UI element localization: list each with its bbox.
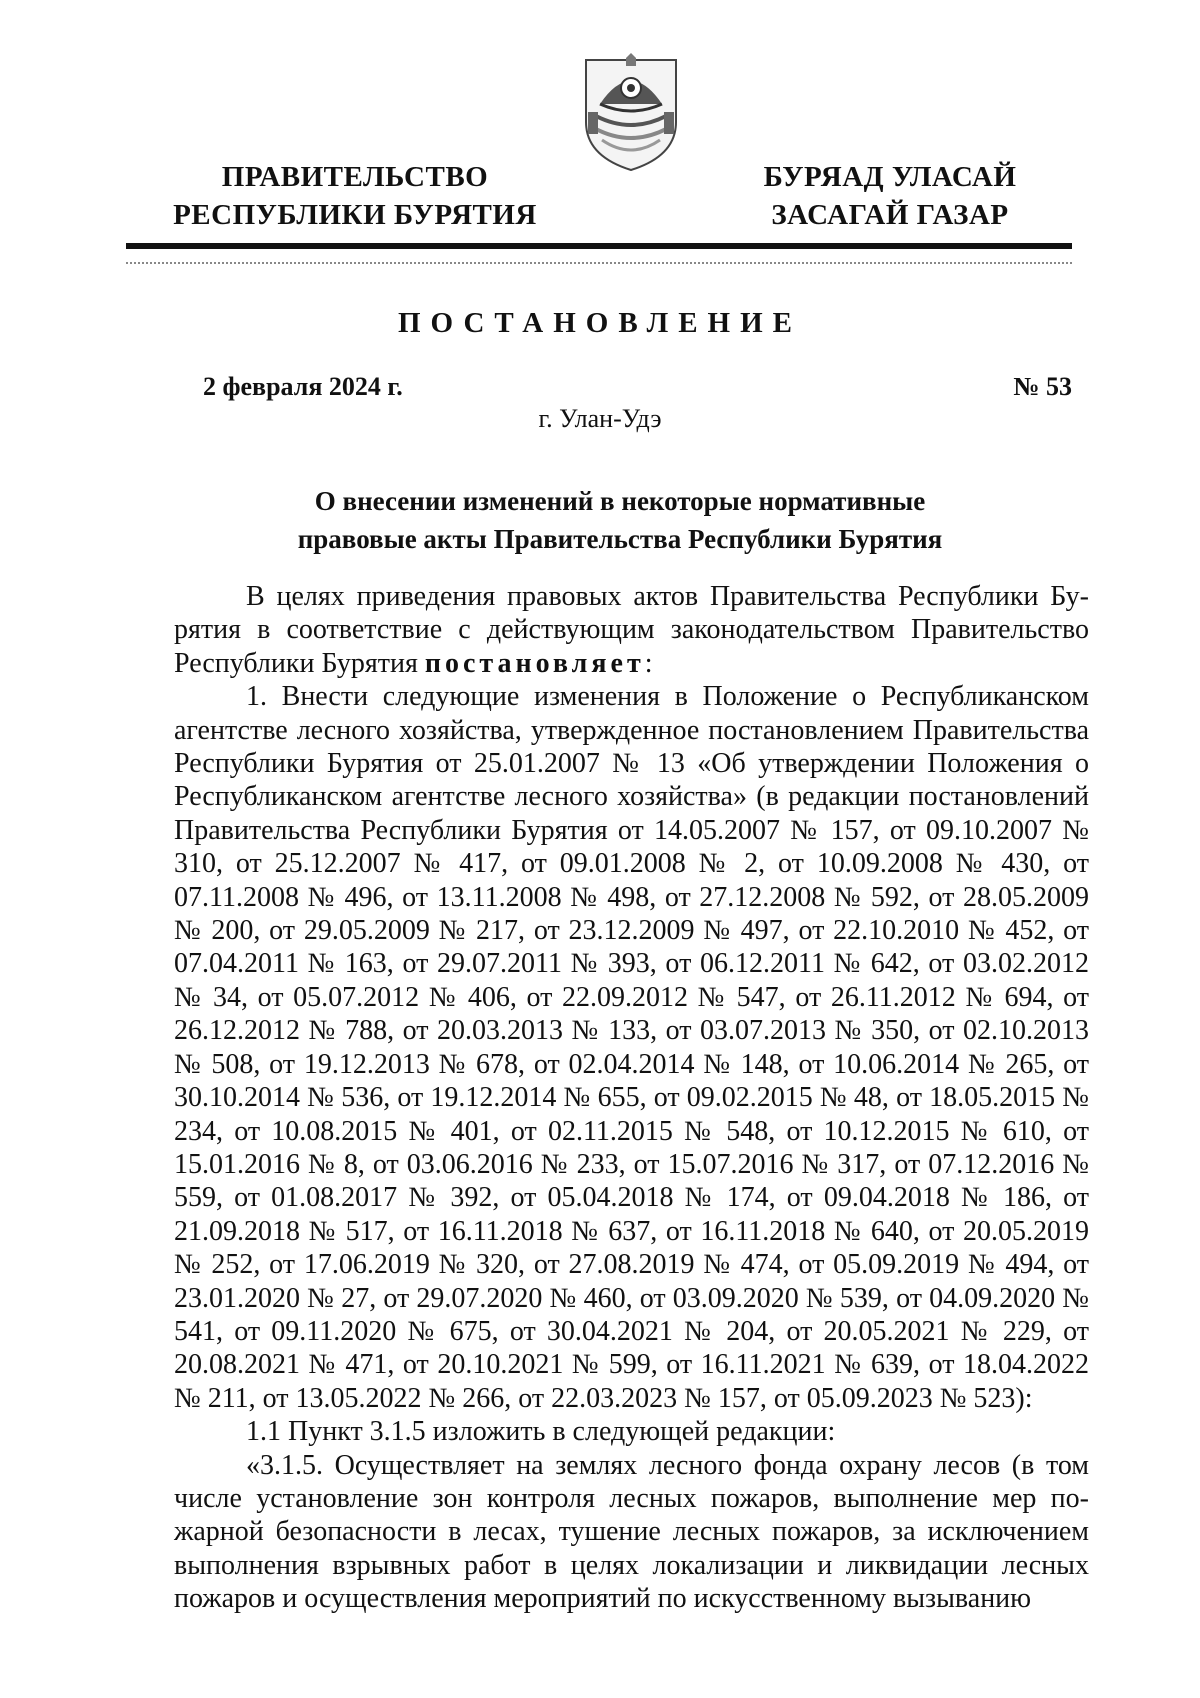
preamble-text: В целях приведения правовых актов Правительства Республики Бурятия в соответствие с действующим законодательством Правительство Республики Бурятия: [174, 581, 1089, 679]
preamble-end: :: [644, 647, 653, 679]
org-name-russian-line2: РЕСПУБЛИКИ БУРЯТИЯ: [173, 199, 537, 231]
document-title-line1: О внесении изменений в некоторые нормативные: [314, 486, 926, 516]
paragraph-preamble: [174, 580, 1089, 680]
document-body: [174, 580, 1089, 1616]
document-title: [200, 482, 1040, 558]
paragraph-item-1: 1. Внести следующие изменения в Положение о Республиканском агентстве лесного хозяйства, утвержденное постановлением Правительства Республики Бурятия от 25.01.2007 № 13 «Об утверждении Положения о Республиканском агентстве лесного хозяйства» (в редакции постановлений Правительства Республики Бурятия от 14.05.2007 № 157, от 09.10.2007 № 310, от 25.12.2007 № 417, от 09.01.2008 № 2, от 10.09.2008 № 430, от 07.11.2008 № 496, от 13.11.2008 № 498, от 27.12.2008 № 592, от 28.05.2009 № 200, от 29.05.2009 № 217, от 23.12.2009 № 497, от 22.10.2010 № 452, от 07.04.2011 № 163, от 29.07.2011 № 393, от 06.12.2011 № 642, от 03.02.2012 № 34, от 05.07.2012 № 406, от 22.09.2012 № 547, от 26.11.2012 № 694, от 26.12.2012 № 788, от 20.03.2013 № 133, от 03.07.2013 № 350, от 02.10.2013 № 508, от 19.12.2013 № 678, от 02.04.2014 № 148, от 10.06.2014 № 265, от 30.10.2014 № 536, от 19.12.2014 № 655, от 09.02.2015 № 48, от 18.05.2015 № 234, от 10.08.2015 № 401, от 02.11.2015 № 548, от 10.12.2015 № 610, от 15.01.2016 № 8, от 03.06.2016 № 233, от 15.07.2016 № 317, от 07.12.2016 № 559, от 01.08.2017 № 392, от 05.04.2018 № 174, от 09.04.2018 № 186, от 21.09.2018 № 517, от 16.11.2018 № 637, от 16.11.2018 № 640, от 20.05.2019 № 252, от 17.06.2019 № 320, от 27.08.2019 № 474, от 05.09.2019 № 494, от 23.01.2020 № 27, от 29.07.2020 № 460, от 03.09.2020 № 539, от 04.09.2020 № 541, от 09.11.2020 № 675, от 30.04.2021 № 204, от 20.05.2021 № 229, от 20.08.2021 № 471, от 20.10.2021 № 599, от 16.11.2021 № 639, от 18.04.2022 № 211, от 13.05.2022 № 266, от 22.03.2023 № 157, от 05.09.2023 № 523):: [174, 681, 1089, 1414]
header-divider-thick: [126, 243, 1072, 249]
document-city: г. Улан-Удэ: [538, 404, 662, 433]
coat-of-arms-icon: [580, 52, 682, 174]
org-name-buryat: [740, 158, 1040, 234]
document-number: № 53: [1013, 372, 1072, 401]
paragraph-item-1-1: 1.1 Пункт 3.1.5 изложить в следующей редакции:: [246, 1416, 836, 1448]
paragraph-clause-3-1-5: «3.1.5. Осуществляет на землях лесного фонда охрану лесов (в том числе установление зон контроля лесных пожаров, выполнение мер пожарной безопасности в лесах, тушение лесных пожаров, за исключением выполнения взрывных работ в целях локализации и ликвидации лесных пожаров и осуществления мероприятий по искусственному вызыванию: [174, 1449, 1089, 1615]
org-name-russian: [165, 158, 545, 234]
document-date: 2 февраля 2024 г.: [203, 372, 403, 401]
preamble-emphasis: постановляет: [424, 647, 645, 679]
org-name-buryat-line2: ЗАСАГАЙ ГАЗАР: [771, 199, 1009, 231]
org-name-buryat-line1: БУРЯАД УЛАСАЙ: [763, 161, 1017, 193]
document-type: ПОСТАНОВЛЕНИЕ: [397, 307, 802, 339]
header-divider-thin: [126, 262, 1072, 264]
document-title-line2: правовые акты Правительства Республики Бурятия: [297, 524, 943, 554]
org-name-russian-line1: ПРАВИТЕЛЬСТВО: [221, 161, 489, 193]
